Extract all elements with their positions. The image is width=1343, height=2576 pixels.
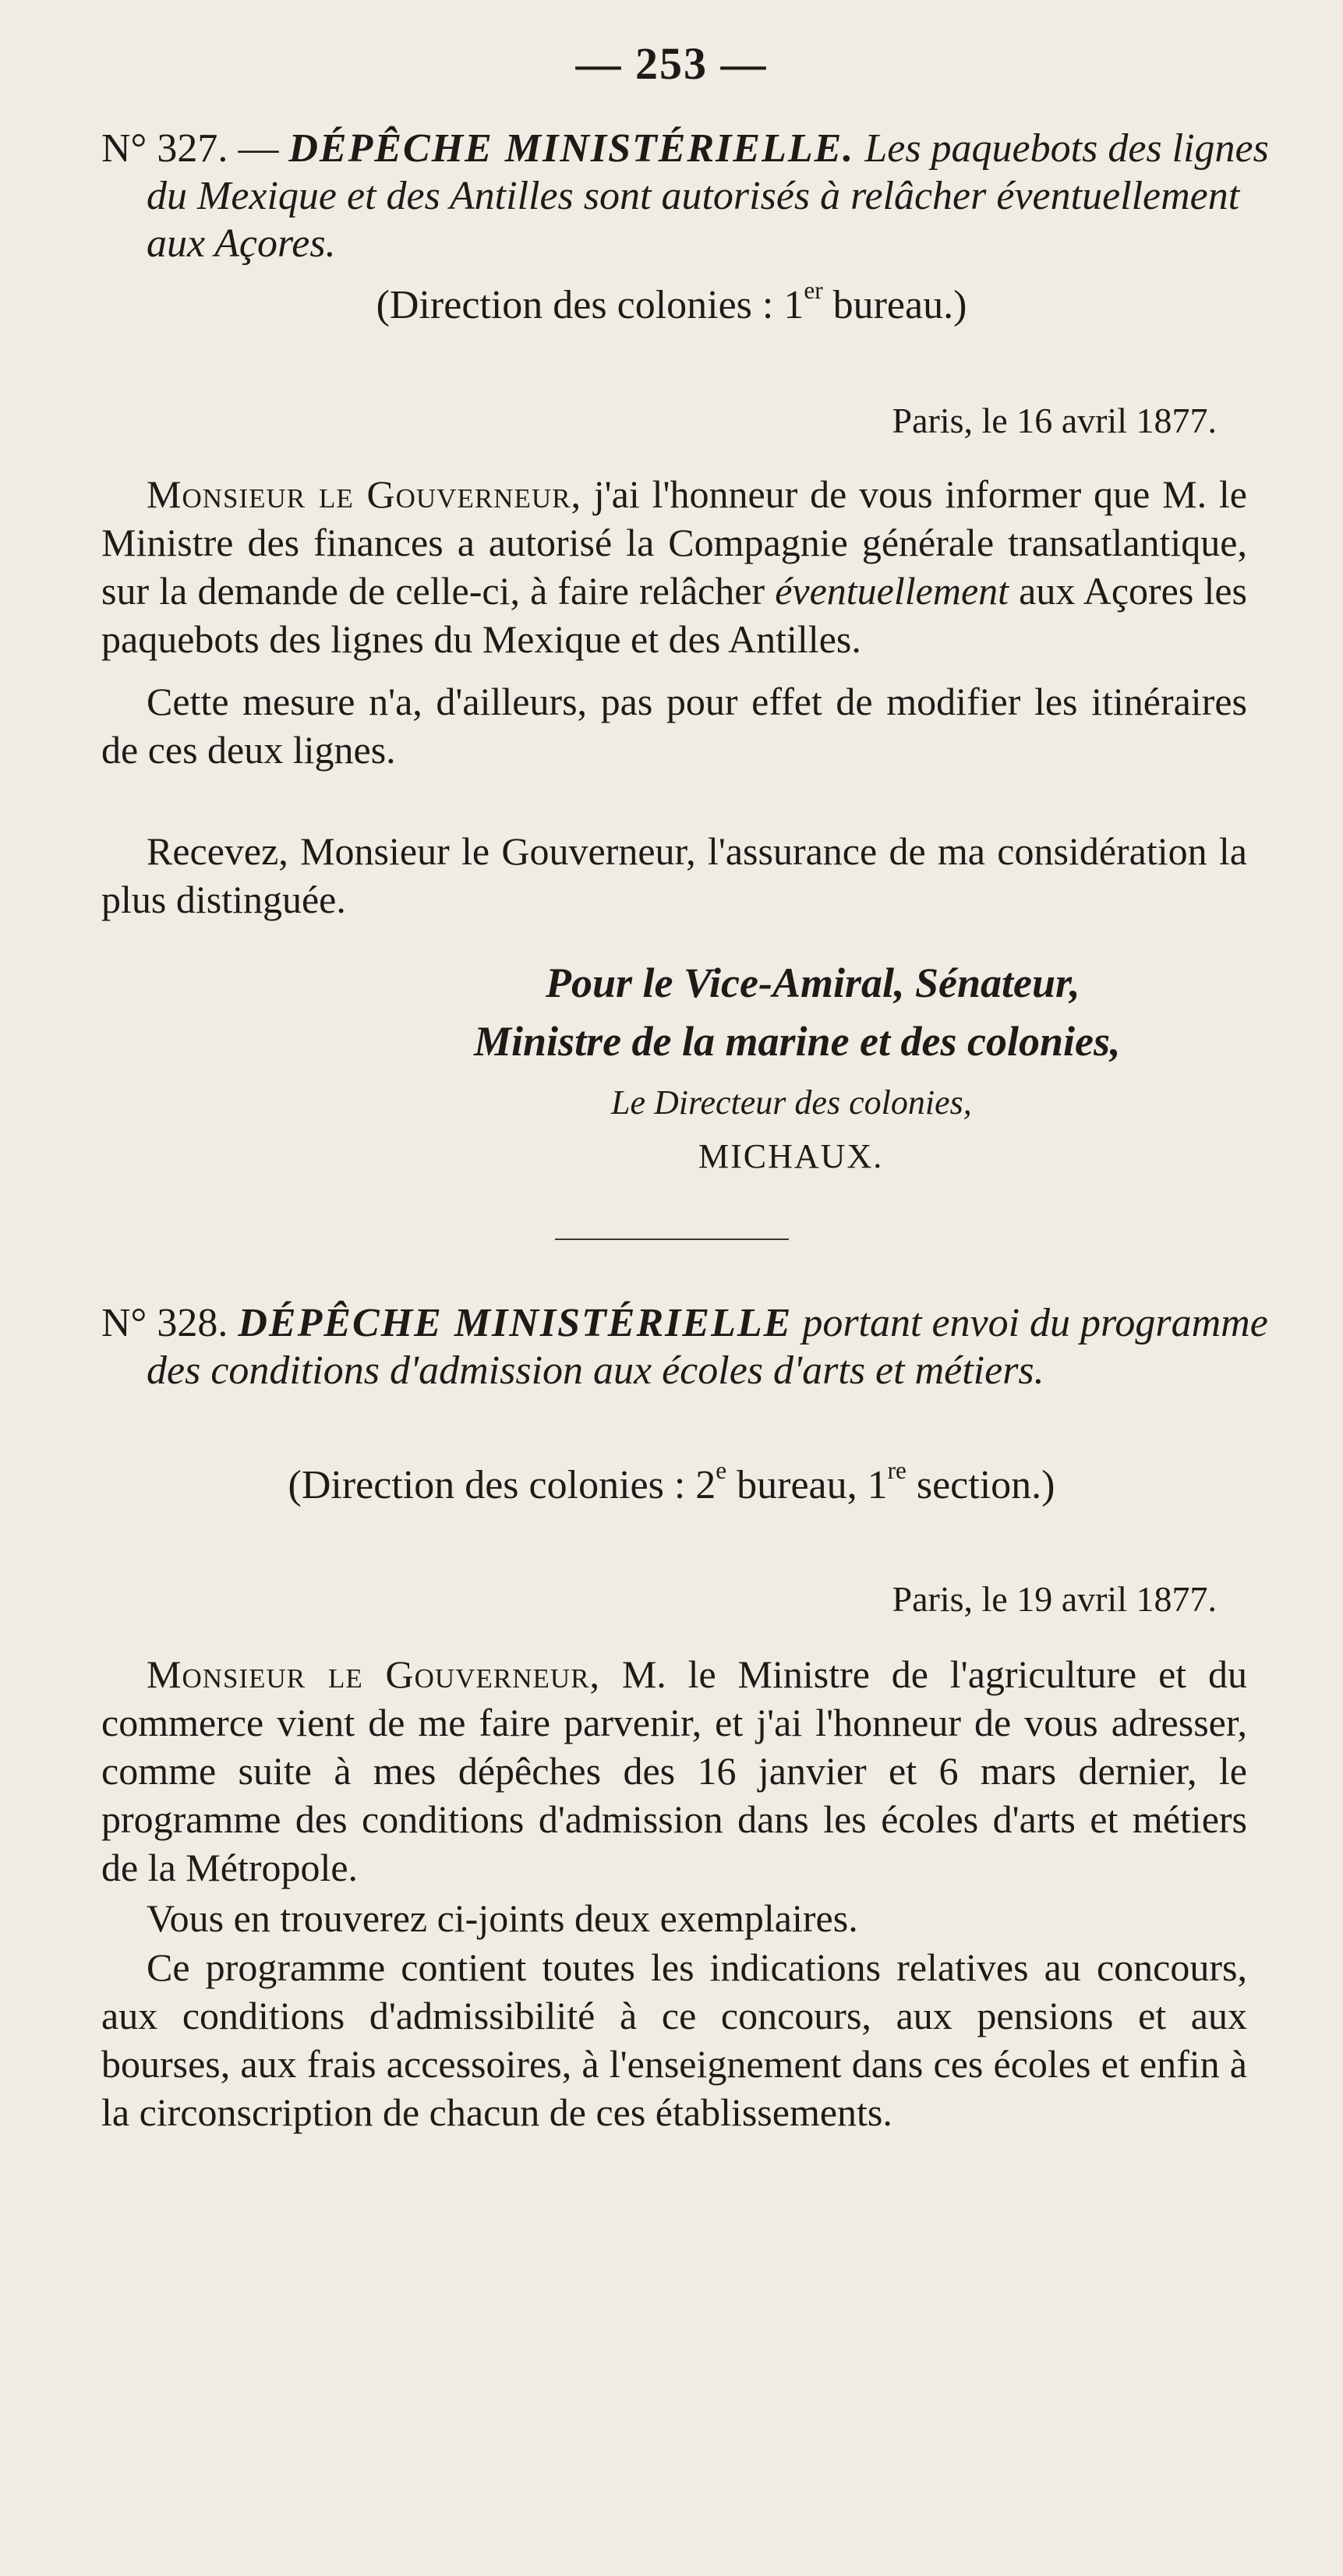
entry-327-direction-end: bureau.): [822, 283, 967, 327]
entry-328-direction: [0, 1457, 1343, 1510]
entry-327-paragraph-2: Cette mesure n'a, d'ailleurs, pas pour effet de modifier les itinéraires de ces deux lignes.: [101, 680, 1247, 772]
entry-327-direction-text: (Direction des colonies : 1: [376, 283, 804, 327]
entry-327-number: N° 327. —: [101, 126, 279, 171]
entry-327-direction-sup: er: [804, 277, 823, 305]
entry-327-date: Paris, le 16 avril 1877.: [892, 401, 1217, 440]
signature-line-3: Le Directeur des colonies,: [611, 1083, 972, 1122]
entry-328-salutation: Monsieur le Gouverneur,: [147, 1652, 600, 1696]
entry-328-direction-sup-1: e: [716, 1457, 727, 1485]
entry-327-paragraph-3: Recevez, Monsieur le Gouverneur, l'assurance de ma considération la plus distinguée.: [101, 829, 1247, 921]
entry-328-title: DÉPÊCHE MINISTÉRIELLE: [238, 1301, 793, 1345]
entry-327-paragraph-1-end: aux Açores les paquebots des lignes du Mexique et des Antilles.: [101, 569, 1248, 661]
entry-328-number: N° 328.: [101, 1301, 228, 1345]
entry-328-direction-end: section.): [906, 1463, 1055, 1507]
entry-328-description: portant envoi du programme des conditions d'admission aux écoles d'arts et métiers.: [147, 1301, 1268, 1393]
entry-327-paragraph-1: [101, 470, 1247, 663]
entry-327-paragraph-1-text: j'ai l'honneur de vous informer que M. le Ministre des finances a autorisé la Compagnie générale transatlantique, sur la demande de celle-ci, à faire relâcher: [101, 472, 1247, 613]
entry-328-direction-middle: bureau, 1: [726, 1463, 888, 1507]
entry-328-direction-text: (Direction des colonies : 2: [288, 1463, 716, 1507]
entry-327-description: Les paquebots des lignes du Mexique et des Antilles sont autorisés à relâcher éventuellement aux Açores.: [147, 126, 1269, 266]
entry-327-heading: [101, 125, 1292, 267]
entry-328-paragraph-1-text: M. le Ministre de l'agriculture et du commerce vient de me faire parvenir, et j'ai l'honneur de vous adresser, comme suite à mes dépêches des 16 janvier et 6 mars dernier, le programme des conditions d'admission dans les écoles d'arts et métiers de la Métropole.: [101, 1652, 1247, 1889]
signature-line-2: Ministre de la marine et des colonies,: [474, 1018, 1121, 1065]
entry-327-emphasis: éventuellement: [775, 569, 1009, 613]
entry-328-date: Paris, le 19 avril 1877.: [892, 1579, 1217, 1619]
entry-327-direction: [0, 277, 1343, 330]
entry-328-direction-sup-2: re: [887, 1457, 907, 1485]
signature-line-1: Pour le Vice-Amiral, Sénateur,: [546, 959, 1080, 1006]
entry-328-paragraph-1: [101, 1650, 1247, 1892]
entry-328-heading: [101, 1299, 1292, 1394]
entry-328-paragraph-3: Ce programme contient toutes les indications relatives au concours, aux conditions d'admissibilité à ce concours, aux pensions et aux bourses, aux frais accessoires, à l'enseignement dans ces écoles et enfin à la circonscription de chacun de ces établissements.: [101, 1945, 1247, 2134]
entry-327-salutation: Monsieur le Gouverneur,: [147, 472, 581, 516]
page-number: — 253 —: [575, 38, 768, 89]
signature-name: MICHAUX.: [698, 1137, 884, 1175]
entry-328-paragraph-2: Vous en trouverez ci-joints deux exemplaires.: [147, 1896, 858, 1940]
section-divider: [555, 1239, 789, 1240]
entry-327-title: DÉPÊCHE MINISTÉRIELLE.: [288, 126, 855, 171]
